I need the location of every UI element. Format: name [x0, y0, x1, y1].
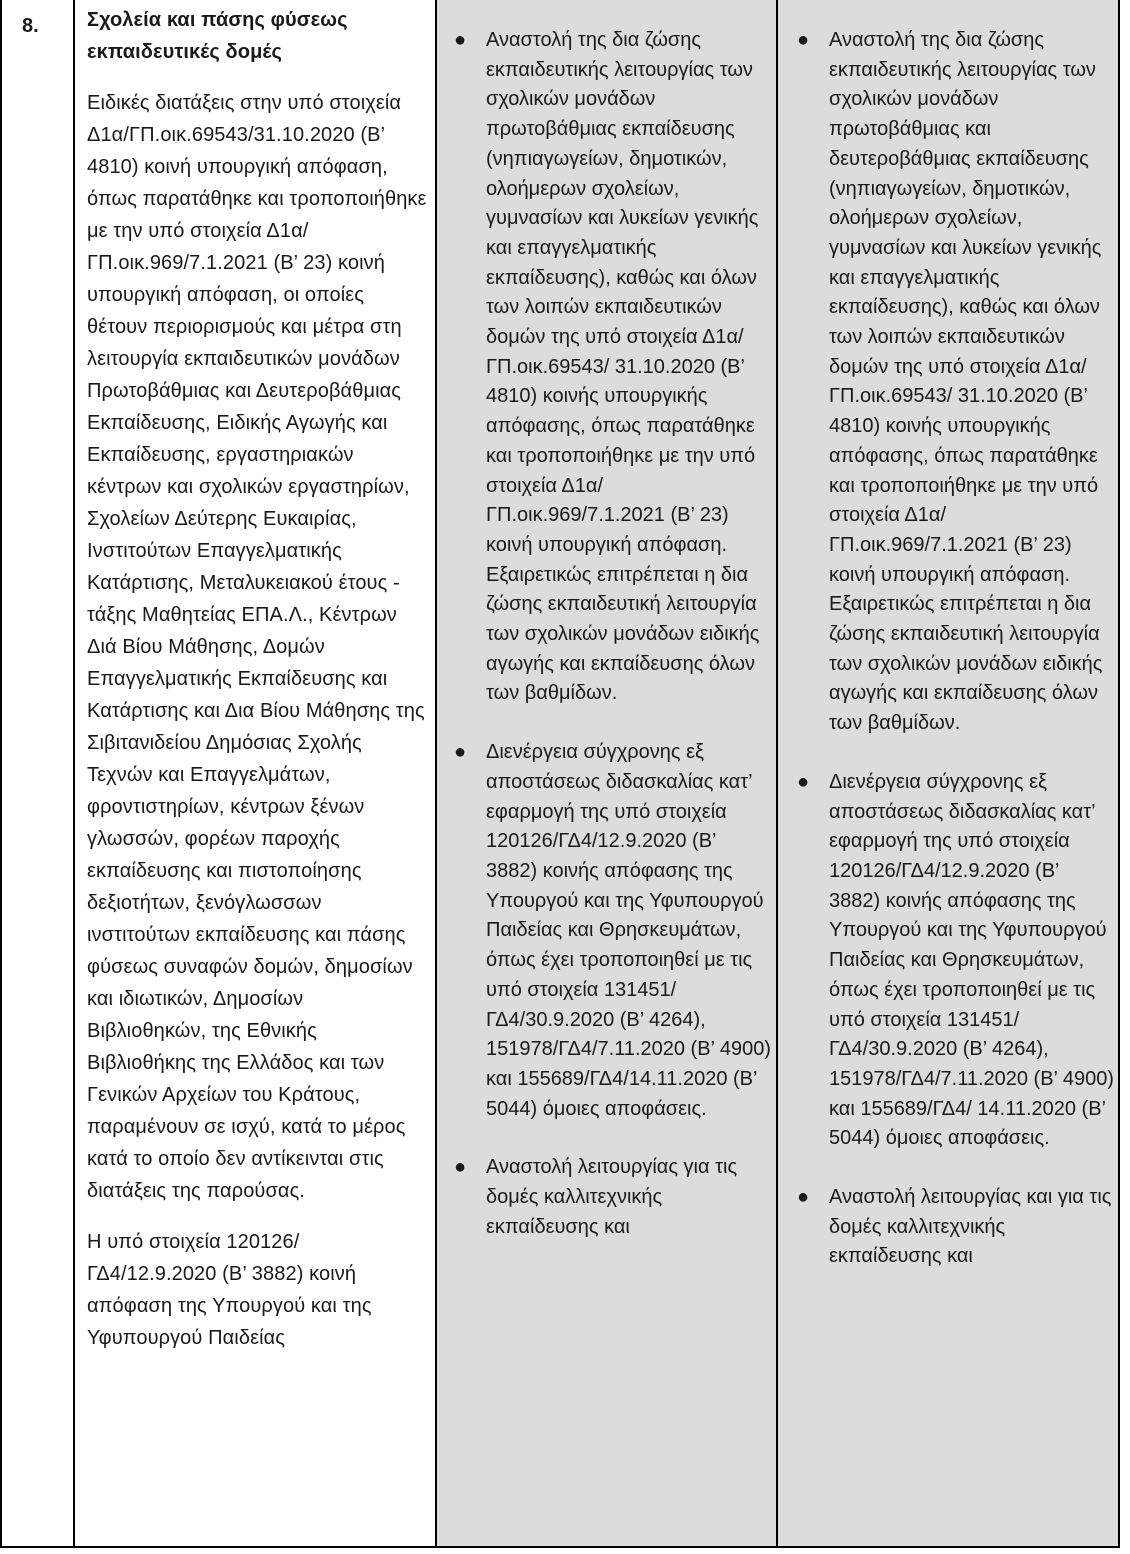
list-item-text: Αναστολή της δια ζώσης εκπαιδευτικής λειτουργίας των σχολικών μονάδων πρωτοβάθμιας εκπαίδευσης (νηπιαγωγείων, δημοτικών, ολοήμερων σχολείων, γυμνασίων και λυκείων γενικής και επαγγελματικής εκπαίδευσης), καθώς και όλων των λοιπών εκπαιδευτικών δομών της υπό στοιχεία Δ1α/ΓΠ.οικ.69543/ 31.10.2020 (Β’ 4810) κοινής υπουργικής απόφασης, όπως παρατάθηκε και τροποποιήθηκε με την υπό στοιχεία Δ1α/ΓΠ.οικ.969/7.1.2021 (Β’ 23) κοινή υπουργική απόφαση. Εξαιρετικώς επιτρέπεται η δια ζώσης εκπαιδευτική λειτουργία των σχολικών μονάδων ειδικής αγωγής και εκπαίδευσης όλων των βαθμίδων.	[486, 29, 760, 705]
list-item	[442, 26, 772, 709]
list-item-text: Αναστολή της δια ζώσης εκπαιδευτικής λειτουργίας των σχολικών μονάδων πρωτοβάθμιας και δευτεροβάθμιας εκπαίδευσης (νηπιαγωγείων, δημοτικών, ολοήμερων σχολείων, γυμνασίων και λυκείων γενικής και επαγγελματικής εκπαίδευσης), καθώς και όλων των λοιπών εκπαιδευτικών δομών της υπό στοιχεία Δ1α/ΓΠ.οικ.69543/ 31.10.2020 (Β’ 4810) κοινής υπουργικής απόφασης, όπως παρατάθηκε και τροποποιήθηκε με την υπό στοιχεία Δ1α/ΓΠ.οικ.969/7.1.2021 (Β’ 23) κοινή υπουργική απόφαση. Εξαιρετικώς επιτρέπεται η δια ζώσης εκπαιδευτική λειτουργία των σχολικών μονάδων ειδικής αγωγής και εκπαίδευσης όλων των βαθμίδων.	[829, 29, 1103, 735]
list-item-text: Διενέργεια σύγχρονης εξ αποστάσεως διδασκαλίας κατ’ εφαρμογή της υπό στοιχεία 120126/ΓΔ4/12.9.2020 (Β’ 3882) κοινής απόφασης της Υπουργού και της Υφυπουργού Παιδείας και Θρησκευμάτων, όπως έχει τροποποιηθεί με τις υπό στοιχεία 131451/ΓΔ4/30.9.2020 (Β’ 4264), 151978/ΓΔ4/7.11.2020 (Β’ 4900) και 155689/ΓΔ4/14.11.2020 (Β’ 5044) όμοιες αποφάσεις.	[486, 741, 771, 1120]
measures-column-2	[442, 26, 772, 1271]
bullet-icon: ●	[454, 29, 467, 51]
measure-paragraph: Η υπό στοιχεία 120126/ΓΔ4/12.9.2020 (Β’ 3882) κοινή απόφαση της Υπουργού και της Υφυπουργού Παιδείας	[87, 1231, 372, 1349]
bullet-list	[442, 26, 772, 1242]
list-item	[785, 768, 1115, 1154]
bullet-icon: ●	[797, 1186, 810, 1209]
list-item-text: Αναστολή λειτουργίας για τις δομές καλλιτεχνικής εκπαίδευσης και	[486, 1156, 738, 1238]
list-item-text: Αναστολή λειτουργίας και για τις δομές καλλιτεχνικής εκπαίδευσης και	[829, 1186, 1112, 1268]
list-item	[785, 26, 1115, 739]
bullet-icon: ●	[454, 741, 467, 764]
table-border-right	[1118, 0, 1120, 1548]
measure-description-cell	[87, 4, 427, 1373]
bullet-list	[785, 26, 1115, 1272]
list-item	[442, 738, 772, 1124]
column-divider-1	[73, 0, 75, 1548]
list-item	[442, 1153, 772, 1242]
measure-title: Σχολεία και πάσης φύσεως εκπαιδευτικές δομές	[87, 9, 348, 63]
bullet-icon: ●	[797, 770, 810, 793]
list-item-text: Διενέργεια σύγχρονης εξ αποστάσεως διδασκαλίας κατ’ εφαρμογή της υπό στοιχεία 120126/ΓΔ4/12.9.2020 (Β’ 3882) κοινής απόφασης της Υπουργού και της Υφυπουργού Παιδείας και Θρησκευμάτων, όπως έχει τροποποιηθεί με τις υπό στοιχεία 131451/ΓΔ4/30.9.2020 (Β’ 4264), 151978/ΓΔ4/7.11.2020 (Β’ 4900) και 155689/ΓΔ4/ 14.11.2020 (Β’ 5044) όμοιες αποφάσεις.	[829, 770, 1114, 1150]
column-divider-2	[435, 0, 437, 1548]
measure-paragraph: Ειδικές διατάξεις στην υπό στοιχεία Δ1α/ΓΠ.οικ.69543/31.10.2020 (Β’ 4810) κοινή υπουργική απόφαση, όπως παρατάθηκε και τροποποιήθηκε με την υπό στοιχεία Δ1α/ΓΠ.οικ.969/7.1.2021 (Β’ 23) κοινή υπουργική απόφαση, οι οποίες θέτουν περιορισμούς και μέτρα στη λειτουργία εκπαιδευτικών μονάδων Πρωτοβάθμιας και Δευτεροβάθμιας Εκπαίδευσης, Ειδικής Αγωγής και Εκπαίδευσης, εργαστηριακών κέντρων και σχολικών εργαστηρίων, Σχολείων Δεύτερης Ευκαιρίας, Ινστιτούτων Επαγγελματικής Κατάρτισης, Μεταλυκειακού έτους - τάξης Μαθητείας ΕΠΑ.Λ., Κέντρων Διά Βίου Μάθησης, Δομών Επαγγελματικής Εκπαίδευσης και Κατάρτισης και Δια Βίου Μάθησης της Σιβιτανιδείου Δημόσιας Σχολής Τεχνών και Επαγγελμάτων, φροντιστηρίων, κέντρων ξένων γλωσσών, φορέων παροχής εκπαίδευσης και πιστοποίησης δεξιοτήτων, ξενόγλωσσων ινστιτούτων εκπαίδευσης και πάσης φύσεως συναφών δομών, δημοσίων και ιδιωτικών, Δημοσίων Βιβλιοθηκών, της Εθνικής Βιβλιοθήκης της Ελλάδος και των Γενικών Αρχείων του Κράτους, παραμένουν σε ισχύ, κατά το μέρος κατά το οποίο δεν αντίκεινται στις διατάξεις της παρούσας.	[87, 92, 427, 1202]
bullet-icon: ●	[454, 1156, 467, 1179]
table-border-bottom	[2, 1546, 1120, 1548]
row-number: 8.	[22, 15, 39, 37]
column-divider-3	[776, 0, 778, 1548]
measures-column-3	[785, 26, 1115, 1301]
bullet-icon: ●	[797, 29, 810, 51]
list-item	[785, 1183, 1115, 1272]
table-border-left	[0, 0, 2, 1548]
